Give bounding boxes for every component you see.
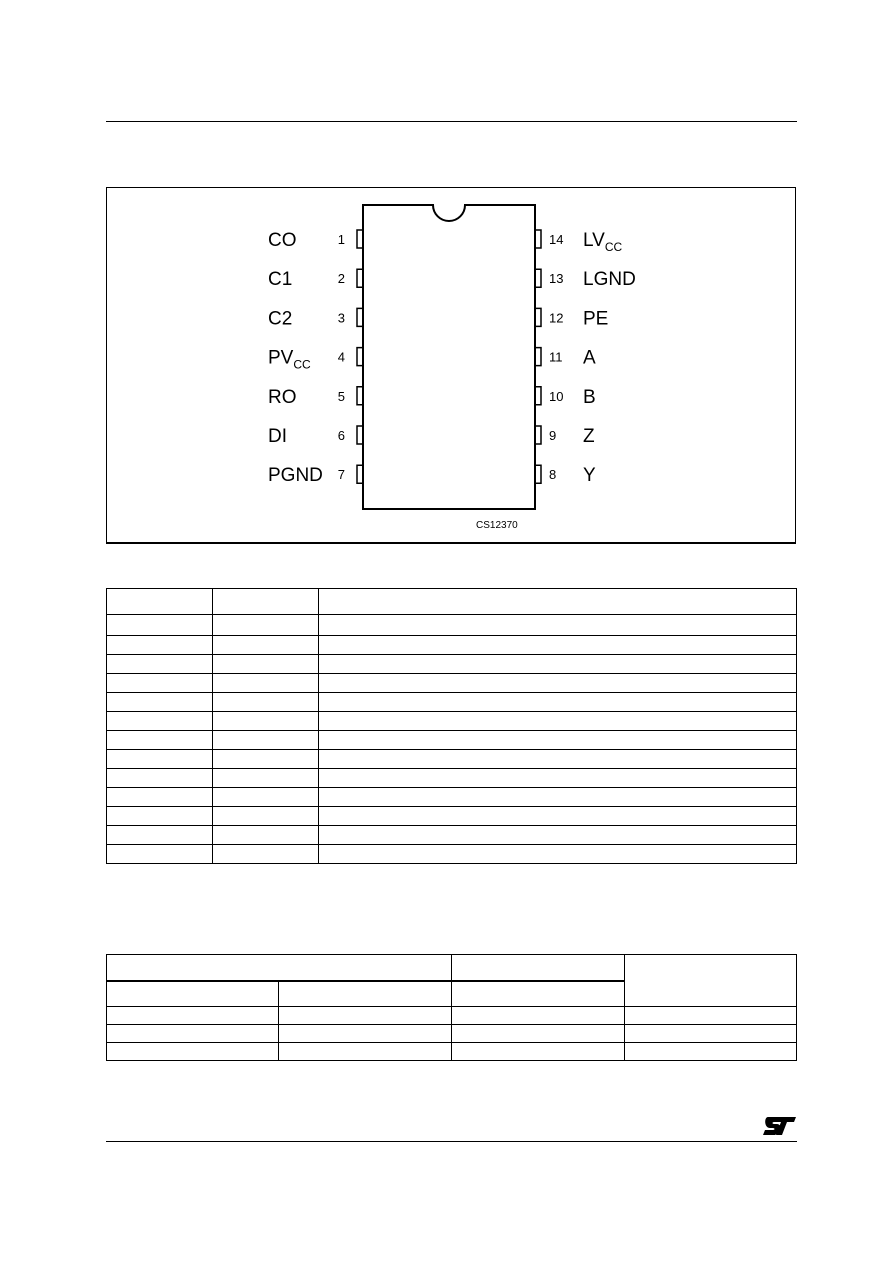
table-cell <box>107 845 213 864</box>
pin-7 <box>268 465 363 486</box>
pin-number: 2 <box>337 271 345 287</box>
pin-name: B <box>583 386 596 408</box>
table-cell <box>107 788 213 807</box>
table-row <box>107 674 797 693</box>
table-cell <box>107 750 213 769</box>
pin-number: 11 <box>549 349 563 365</box>
ic-package-outline <box>363 205 535 509</box>
table-cell <box>107 674 213 693</box>
table-cell <box>107 636 213 655</box>
pin-name: Y <box>583 465 596 487</box>
table-cell <box>213 807 319 826</box>
table-cell <box>279 1007 452 1025</box>
table-cell <box>319 693 797 712</box>
pin-name: CO <box>268 230 297 251</box>
table-cell <box>107 1043 279 1061</box>
table-row <box>107 845 797 864</box>
table-cell <box>452 955 625 981</box>
table-cell <box>319 750 797 769</box>
table-cell <box>107 955 452 981</box>
pin-number: 3 <box>337 310 345 326</box>
table-row <box>107 589 797 615</box>
table-cell <box>319 769 797 788</box>
table-cell <box>213 769 319 788</box>
table-cell <box>279 1025 452 1043</box>
pin-1 <box>268 230 363 251</box>
pin-number: 9 <box>549 428 557 443</box>
table-row <box>107 750 797 769</box>
table-cell <box>213 826 319 845</box>
table-cell <box>213 712 319 731</box>
st-logo <box>762 1115 798 1137</box>
pin-name: LGND <box>583 269 636 291</box>
table-cell <box>319 731 797 750</box>
table-cell <box>319 845 797 864</box>
table-cell <box>452 1043 625 1061</box>
table-cell <box>319 712 797 731</box>
table-row <box>107 731 797 750</box>
table-cell <box>107 769 213 788</box>
pin-name: RO <box>268 386 297 408</box>
table-cell <box>625 1043 797 1061</box>
table-row <box>107 1025 797 1043</box>
pin-number: 12 <box>549 310 564 326</box>
table-cell <box>452 981 625 1007</box>
table-cell <box>279 1043 452 1061</box>
table-cell <box>107 655 213 674</box>
table-cell <box>213 693 319 712</box>
table-cell <box>625 1025 797 1043</box>
table-cell <box>107 1007 279 1025</box>
pin-number: 7 <box>337 467 345 483</box>
pin-number: 14 <box>549 232 564 247</box>
table-cell <box>107 693 213 712</box>
header-rule <box>106 121 797 122</box>
table-cell <box>213 674 319 693</box>
table-row <box>107 955 797 981</box>
pin-name: C1 <box>268 269 293 291</box>
pin-name: PGND <box>268 465 323 487</box>
pin-6 <box>268 426 363 447</box>
table-row <box>107 788 797 807</box>
pin-11 <box>535 348 596 369</box>
pin-8 <box>535 465 596 486</box>
table-cell <box>107 981 279 1007</box>
pin-2 <box>268 269 363 290</box>
table-row <box>107 693 797 712</box>
table-cell <box>279 981 452 1007</box>
pin-9 <box>535 426 595 447</box>
table-row <box>107 769 797 788</box>
table-cell <box>625 955 797 1007</box>
table-cell <box>319 655 797 674</box>
pin-number: 4 <box>337 349 345 365</box>
table-cell <box>452 1025 625 1043</box>
pin-name: A <box>583 347 596 369</box>
table-cell <box>107 712 213 731</box>
table-cell <box>213 655 319 674</box>
table-cell <box>107 615 213 636</box>
table-cell <box>213 731 319 750</box>
table-cell <box>213 788 319 807</box>
pin-name: C2 <box>268 308 293 330</box>
table-cell <box>213 750 319 769</box>
table-cell <box>107 826 213 845</box>
pin-name: $LV_{CC}$ <box>583 230 623 254</box>
pin-14 <box>535 230 623 254</box>
table-cell <box>319 674 797 693</box>
pin-4 <box>268 348 363 372</box>
table-cell <box>213 845 319 864</box>
table-cell <box>319 589 797 615</box>
table-cell <box>625 1007 797 1025</box>
table-row <box>107 712 797 731</box>
footer-rule <box>106 1141 797 1142</box>
table-row <box>107 655 797 674</box>
table-cell <box>452 1007 625 1025</box>
table-cell <box>319 636 797 655</box>
pin-name: Z <box>583 426 595 447</box>
table-cell <box>213 636 319 655</box>
table-cell <box>107 731 213 750</box>
pin-name: DI <box>268 426 287 447</box>
table-row <box>107 615 797 636</box>
pin-description-table <box>106 588 797 864</box>
table-row <box>107 1043 797 1061</box>
pin-12 <box>535 308 608 329</box>
pin-number: 13 <box>549 271 564 287</box>
table-cell <box>319 615 797 636</box>
table-cell <box>107 1025 279 1043</box>
table-row <box>107 826 797 845</box>
table-cell <box>319 788 797 807</box>
figure-code: CS12370 <box>476 520 518 531</box>
pin-number: 6 <box>337 428 345 443</box>
pin-13 <box>535 269 636 290</box>
pin-5 <box>268 387 363 408</box>
table-cell <box>213 589 319 615</box>
pin-number: 1 <box>337 232 345 247</box>
pin-3 <box>268 308 363 329</box>
table-row <box>107 807 797 826</box>
table-cell <box>107 807 213 826</box>
table-cell <box>107 589 213 615</box>
pin-10 <box>535 387 596 408</box>
table-cell <box>213 615 319 636</box>
pin-name: PE <box>583 308 609 330</box>
pin-number: 8 <box>549 467 557 483</box>
table-row <box>107 1007 797 1025</box>
table-cell <box>319 826 797 845</box>
pin-number: 10 <box>549 388 564 404</box>
table-row <box>107 636 797 655</box>
pin-name: $PV_{CC}$ <box>268 347 311 372</box>
table-cell <box>319 807 797 826</box>
truth-table <box>106 954 797 1061</box>
pinout-diagram <box>106 187 796 544</box>
pin-number: 5 <box>337 388 345 404</box>
